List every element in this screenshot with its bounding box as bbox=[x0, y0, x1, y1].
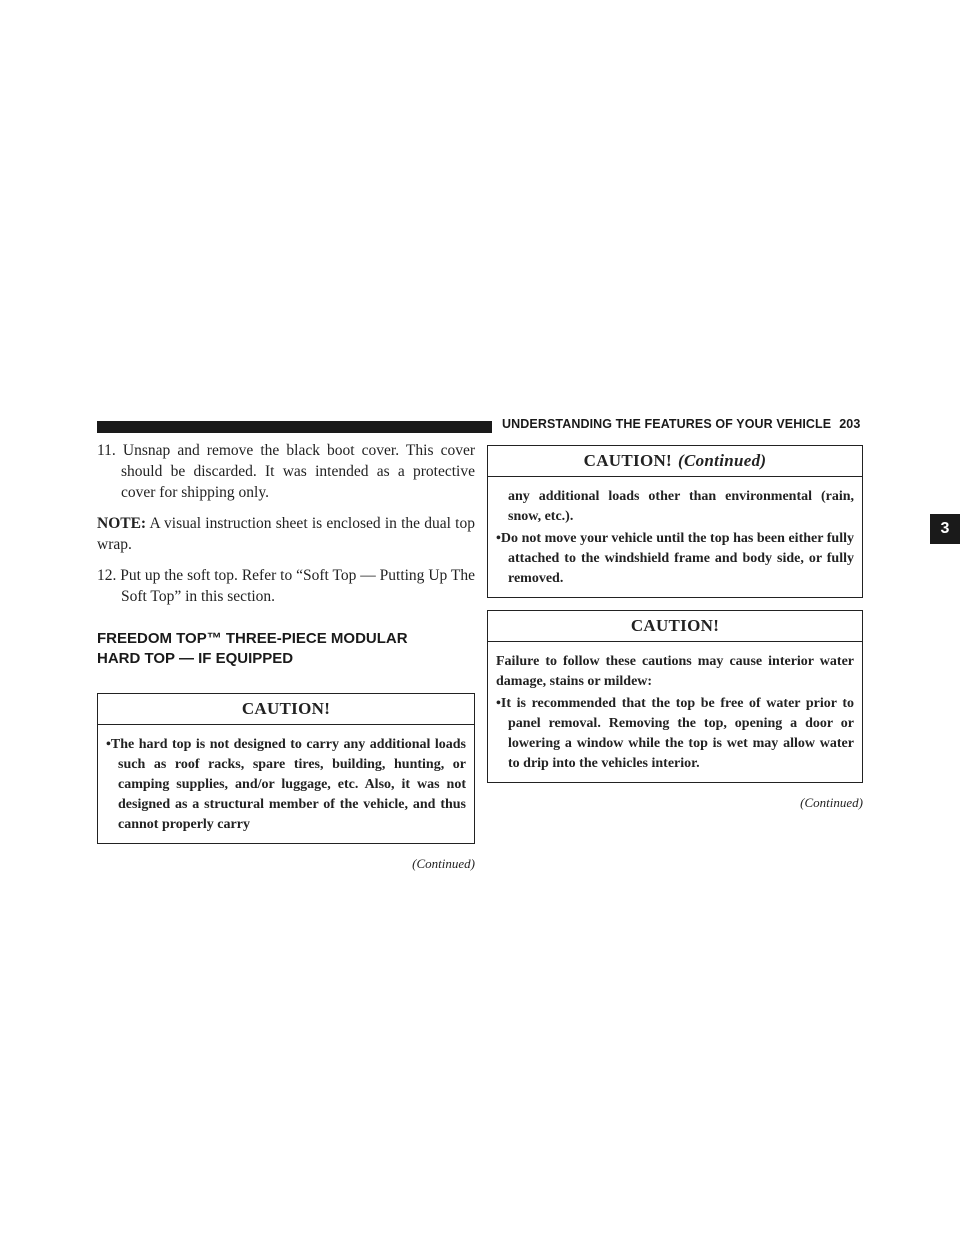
caution-bullet: •Do not move your vehicle until the top has been either fully attached to the windshield frame and body side, or fully removed. bbox=[496, 531, 854, 586]
caution-box-hard-top bbox=[97, 693, 475, 844]
page-number: 203 bbox=[839, 417, 861, 431]
section-heading bbox=[97, 629, 475, 669]
step-11: 11. Unsnap and remove the black boot cover. This cover should be discarded. It was intended as a protective cover for shipping only. bbox=[97, 442, 475, 501]
caution-body bbox=[488, 642, 862, 782]
caution-bullet-text: Do not move your vehicle until the top has been either fully attached to the windshield frame and body side, or fully removed. bbox=[500, 531, 854, 586]
step-12: 12. Put up the soft top. Refer to “Soft Top — Putting Up The Soft Top” in this section. bbox=[97, 567, 475, 605]
continued-label: (Continued) bbox=[412, 856, 475, 871]
caution-title: CAUTION! bbox=[488, 611, 862, 642]
caution-body bbox=[98, 725, 474, 843]
caution-box-continued bbox=[487, 445, 863, 598]
caution-intro: Failure to follow these cautions may cause interior water damage, stains or mildew: bbox=[496, 654, 854, 689]
caution-continued-text: any additional loads other than environmental (rain, snow, etc.). bbox=[508, 489, 854, 524]
left-column bbox=[97, 440, 475, 872]
caution-bullet: •It is recommended that the top be free of water prior to panel removal. Removing the top, opening a door or lowering a window while the top is wet may allow water to drip into the vehicles interior. bbox=[496, 696, 854, 771]
header-section-title: UNDERSTANDING THE FEATURES OF YOUR VEHICLE bbox=[502, 417, 832, 431]
chapter-tab: 3 bbox=[930, 514, 960, 544]
note-label: NOTE: bbox=[97, 515, 147, 532]
continued-label: (Continued) bbox=[800, 795, 863, 810]
caution-title: CAUTION! bbox=[98, 694, 474, 725]
running-header bbox=[502, 417, 860, 431]
section-heading-line2: HARD TOP — IF EQUIPPED bbox=[97, 650, 294, 667]
caution-continued-suffix: (Continued) bbox=[678, 451, 767, 470]
section-heading-line1: FREEDOM TOP™ THREE-PIECE MODULAR bbox=[97, 630, 408, 647]
caution-box-water bbox=[487, 610, 863, 783]
caution-continued-title bbox=[488, 446, 862, 477]
caution-title: CAUTION! bbox=[583, 451, 673, 470]
right-column bbox=[487, 445, 863, 811]
caution-bullet: •The hard top is not designed to carry any additional loads such as roof racks, spare tires, building, hunting, or camping supplies, and/or luggage, etc. Also, it was not designed as a structural member of the vehicle, and thus cannot properly carry bbox=[106, 737, 466, 832]
caution-body bbox=[488, 477, 862, 597]
note bbox=[97, 513, 475, 555]
header-rule bbox=[97, 421, 492, 433]
caution-bullet-text: It is recommended that the top be free of water prior to panel removal. Removing the top, opening a door or lowering a window while the top is wet may allow water to drip into the vehicles interior. bbox=[500, 696, 854, 771]
caution-bullet-text: The hard top is not designed to carry any additional loads such as roof racks, spare tires, building, hunting, or camping supplies, and/or luggage, etc. Also, it was not designed as a structural member of the vehicle, and thus cannot properly carry bbox=[110, 737, 466, 832]
note-text: A visual instruction sheet is enclosed in the dual top wrap. bbox=[97, 515, 475, 553]
